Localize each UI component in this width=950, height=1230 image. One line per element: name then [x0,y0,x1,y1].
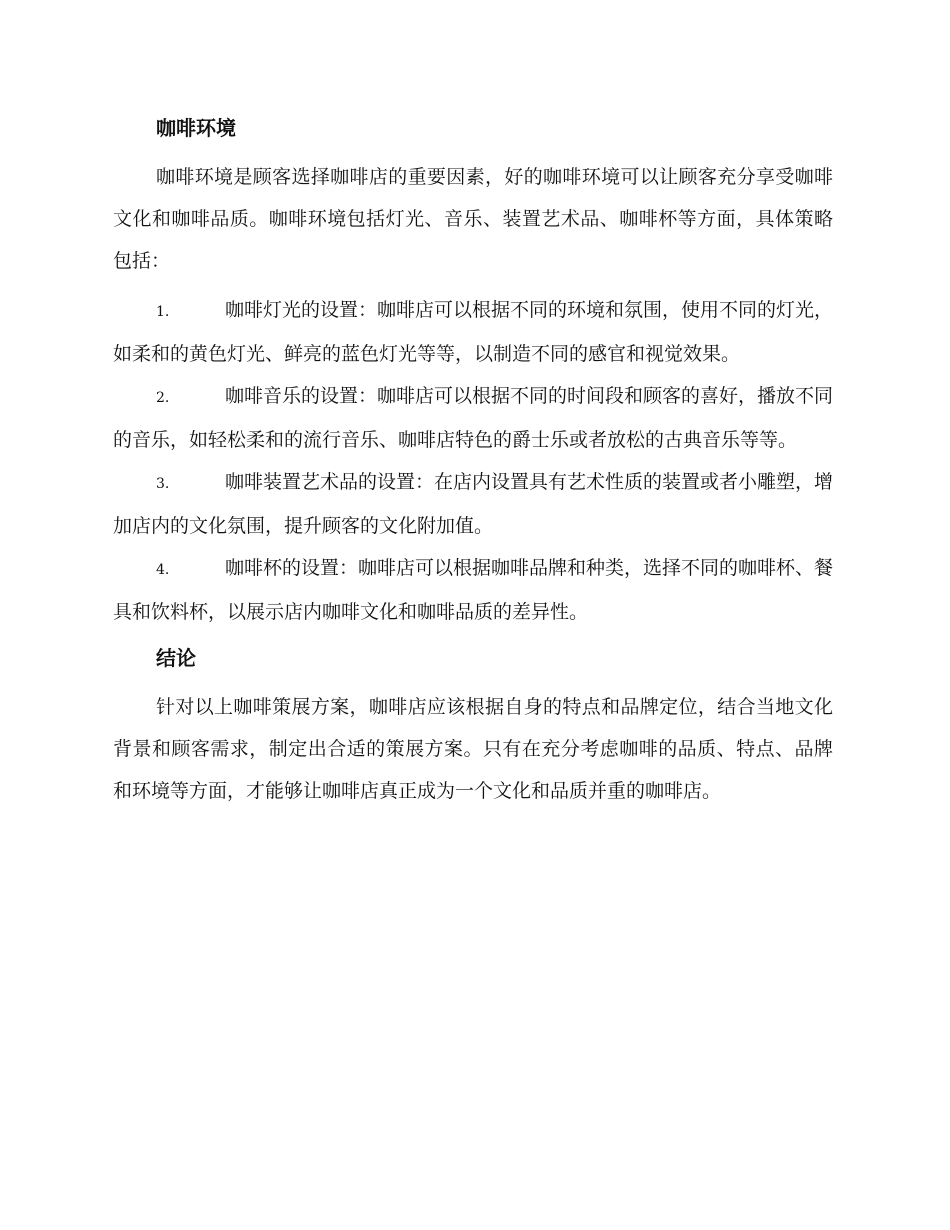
list-item [113,289,833,375]
list-item [113,547,833,633]
list-item-number: 2. [156,390,170,406]
list-item [113,375,833,461]
list-item-number: 3. [156,476,170,492]
list-item-number: 4. [156,562,170,578]
section-heading-conclusion: 结论 [156,646,196,670]
document-content [113,110,833,812]
strategy-list [113,289,833,633]
list-item-text: 咖啡装置艺术品的设置：在店内设置具有艺术性质的装置或者小雕塑，增加店内的文化氛围，提升顾客的文化附加值。 [113,471,834,537]
conclusion-paragraph: 针对以上咖啡策展方案，咖啡店应该根据自身的特点和品牌定位，结合当地文化背景和顾客需求，制定出合适的策展方案。只有在充分考虑咖啡的品质、特点、品牌和环境等方面，才能够让咖啡店真正成为一个文化和品质并重的咖啡店。 [113,696,833,802]
list-item-text: 咖啡音乐的设置：咖啡店可以根据不同的时间段和顾客的喜好，播放不同的音乐，如轻松柔和的流行音乐、咖啡店特色的爵士乐或者放松的古典音乐等等。 [113,385,834,451]
environment-intro-paragraph: 咖啡环境是顾客选择咖啡店的重要因素，好的咖啡环境可以让顾客充分享受咖啡文化和咖啡品质。咖啡环境包括灯光、音乐、装置艺术品、咖啡杯等方面，具体策略包括： [113,166,833,272]
list-item-number: 1. [156,304,170,320]
list-item [113,461,833,547]
section-heading-environment: 咖啡环境 [156,116,236,140]
list-item-text: 咖啡灯光的设置：咖啡店可以根据不同的环境和氛围，使用不同的灯光，如柔和的黄色灯光、鲜亮的蓝色灯光等等，以制造不同的感官和视觉效果。 [113,299,834,365]
list-item-text: 咖啡杯的设置：咖啡店可以根据咖啡品牌和种类，选择不同的咖啡杯、餐具和饮料杯，以展示店内咖啡文化和咖啡品质的差异性。 [113,557,834,623]
